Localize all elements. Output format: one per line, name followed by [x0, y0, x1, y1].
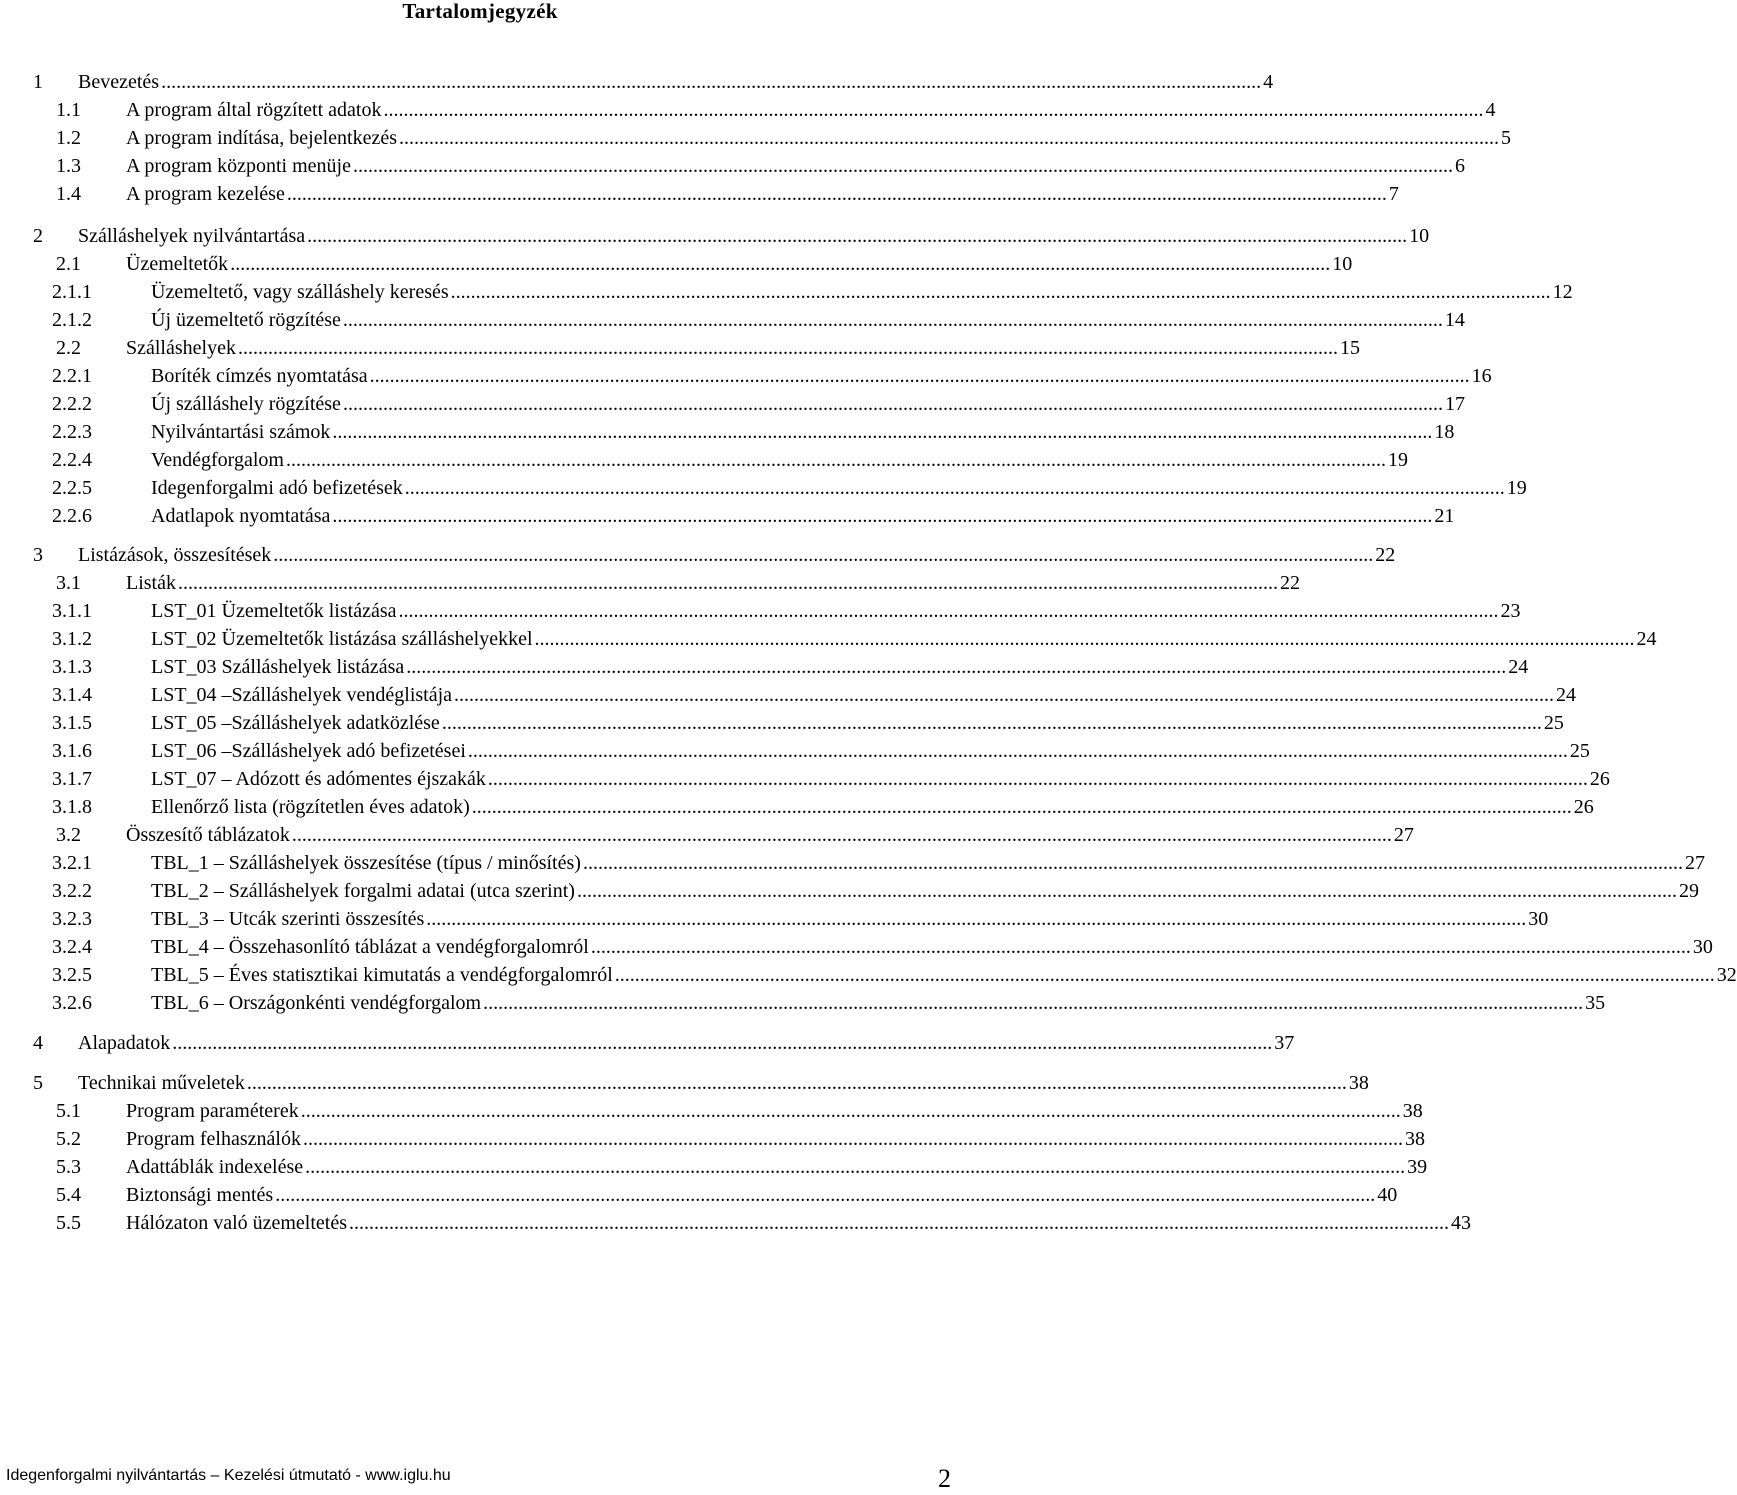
toc-entry-title: TBL_1 – Szálláshelyek összesítése (típus / minősítés): [151, 852, 581, 874]
toc-entry-title: Üzemeltetők: [126, 253, 229, 275]
toc-entry[interactable]: [56, 1181, 1398, 1209]
toc-dot-leader: ............................................................................................................................................................................................................................: [576, 880, 1677, 902]
toc-dot-leader: ............................................................................................................................................................................................................................: [349, 1212, 1450, 1234]
toc-dot-leader: ............................................................................................................................................................................................................................: [590, 936, 1691, 958]
toc-entry-title: Boríték címzés nyomtatása: [151, 365, 368, 387]
toc-dot-leader: ............................................................................................................................................................................................................................: [161, 71, 1262, 93]
toc-entry-number: 2.2.1: [52, 365, 92, 387]
toc-entry-number: 2.2: [56, 337, 81, 359]
toc-entry-page: 19: [1387, 449, 1408, 471]
toc-entry-page: 23: [1500, 600, 1521, 622]
toc-entry-page: 24: [1636, 628, 1657, 650]
toc-entry-title: Bevezetés: [78, 71, 160, 93]
toc-entry-number: 5.3: [56, 1156, 81, 1178]
toc-entry-title: LST_01 Üzemeltetők listázása: [151, 600, 397, 622]
toc-entry-number: 5.1: [56, 1100, 81, 1122]
toc-entry-page: 38: [1404, 1128, 1425, 1150]
toc-dot-leader: ............................................................................................................................................................................................................................: [332, 421, 1433, 443]
toc-entry[interactable]: [56, 821, 1414, 849]
toc-dot-leader: ............................................................................................................................................................................................................................: [332, 505, 1433, 527]
toc-entry-number: 1.1: [56, 99, 81, 121]
toc-entry[interactable]: [56, 1153, 1428, 1181]
toc-dot-leader: ............................................................................................................................................................................................................................: [404, 477, 1505, 499]
toc-entry[interactable]: [33, 222, 1430, 250]
toc-entry-title: Adattáblák indexelése: [126, 1156, 304, 1178]
toc-dot-leader: ............................................................................................................................................................................................................................: [450, 281, 1551, 303]
toc-dot-leader: ............................................................................................................................................................................................................................: [285, 449, 1386, 471]
toc-dot-leader: ............................................................................................................................................................................................................................: [426, 908, 1527, 930]
toc-entry-number: 3.2.5: [52, 964, 92, 986]
toc-entry-page: 24: [1508, 656, 1529, 678]
toc-entry[interactable]: [52, 849, 1705, 877]
toc-entry-number: 2.2.2: [52, 393, 92, 415]
toc-dot-leader: ............................................................................................................................................................................................................................: [307, 225, 1408, 247]
toc-entry[interactable]: [52, 989, 1606, 1017]
toc-entry-page: 5: [1501, 127, 1512, 149]
toc-entry-number: 5: [33, 1072, 43, 1094]
toc-entry-title: Listák: [126, 572, 176, 594]
toc-entry-title: Vendégforgalom: [151, 449, 284, 471]
toc-entry-title: Idegenforgalmi adó befizetések: [151, 477, 403, 499]
toc-entry-title: Szálláshelyek nyilvántartása: [78, 225, 306, 247]
toc-entry-number: 5.4: [56, 1184, 81, 1206]
toc-entry[interactable]: [52, 933, 1713, 961]
toc-entry[interactable]: [56, 250, 1353, 278]
toc-entry[interactable]: [56, 124, 1512, 152]
toc-entry-page: 25: [1569, 740, 1590, 762]
toc-entry[interactable]: [52, 446, 1408, 474]
toc-entry-page: 19: [1506, 477, 1527, 499]
toc-entry-number: 1.4: [56, 183, 81, 205]
toc-entry[interactable]: [33, 68, 1274, 96]
toc-entry-number: 3.2.2: [52, 880, 92, 902]
toc-entry-number: 3.1.3: [52, 656, 92, 678]
toc-entry[interactable]: [52, 961, 1737, 989]
toc-entry-title: A program központi menüje: [126, 155, 351, 177]
footer-text: Idegenforgalmi nyilvántartás – Kezelési útmutató - www.iglu.hu: [6, 1467, 451, 1484]
toc-dot-leader: ............................................................................................................................................................................................................................: [399, 127, 1500, 149]
toc-entry-page: 35: [1585, 992, 1606, 1014]
toc-entry[interactable]: [52, 793, 1594, 821]
toc-entry-title: Új szálláshely rögzítése: [151, 393, 341, 415]
toc-dot-leader: ............................................................................................................................................................................................................................: [614, 964, 1715, 986]
toc-entry-number: 2.1.2: [52, 309, 92, 331]
toc-entry-number: 3.1.6: [52, 740, 92, 762]
toc-entry-number: 3.1.8: [52, 796, 92, 818]
toc-entry-number: 5.5: [56, 1212, 81, 1234]
toc-entry-page: 27: [1684, 852, 1705, 874]
toc-entry-number: 3.2.3: [52, 908, 92, 930]
toc-entry[interactable]: [52, 681, 1577, 709]
toc-dot-leader: ............................................................................................................................................................................................................................: [300, 1100, 1401, 1122]
toc-entry-number: 3.1.5: [52, 712, 92, 734]
toc-entry-number: 3.1.1: [52, 600, 92, 622]
toc-dot-leader: ............................................................................................................................................................................................................................: [352, 155, 1453, 177]
toc-entry-number: 1: [33, 71, 43, 93]
toc-dot-leader: ............................................................................................................................................................................................................................: [172, 1032, 1273, 1054]
toc-entry-number: 5.2: [56, 1128, 81, 1150]
toc-dot-leader: ............................................................................................................................................................................................................................: [487, 768, 1588, 790]
toc-entry-number: 3: [33, 544, 43, 566]
toc-dot-leader: ............................................................................................................................................................................................................................: [237, 337, 1338, 359]
toc-entry[interactable]: [52, 737, 1590, 765]
toc-entry-title: Szálláshelyek: [126, 337, 236, 359]
toc-dot-leader: ............................................................................................................................................................................................................................: [342, 309, 1443, 331]
toc-dot-leader: ............................................................................................................................................................................................................................: [398, 600, 1499, 622]
toc-entry-number: 2.1.1: [52, 281, 92, 303]
toc-entry-title: TBL_3 – Utcák szerinti összesítés: [151, 908, 425, 930]
toc-entry-title: Új üzemeltető rögzítése: [151, 309, 341, 331]
toc-dot-leader: ............................................................................................................................................................................................................................: [467, 740, 1568, 762]
toc-entry[interactable]: [56, 1125, 1425, 1153]
toc-entry[interactable]: [52, 306, 1465, 334]
toc-entry-number: 3.1.4: [52, 684, 92, 706]
toc-dot-leader: ............................................................................................................................................................................................................................: [305, 1156, 1406, 1178]
toc-dot-leader: ............................................................................................................................................................................................................................: [342, 393, 1443, 415]
toc-entry[interactable]: [52, 278, 1573, 306]
toc-entry-title: TBL_6 – Országonkénti vendégforgalom: [151, 992, 482, 1014]
toc-entry-page: 7: [1388, 183, 1399, 205]
toc-entry-title: Adatlapok nyomtatása: [151, 505, 331, 527]
toc-entry-page: 29: [1678, 880, 1699, 902]
toc-entry-number: 2.2.5: [52, 477, 92, 499]
toc-entry-page: 17: [1444, 393, 1465, 415]
toc-entry-number: 3.2.1: [52, 852, 92, 874]
toc-entry[interactable]: [52, 502, 1455, 530]
toc-entry-page: 4: [1263, 71, 1274, 93]
toc-entry-page: 22: [1375, 544, 1396, 566]
toc-entry[interactable]: [52, 653, 1529, 681]
toc-dot-leader: ............................................................................................................................................................................................................................: [273, 544, 1374, 566]
toc-entry[interactable]: [56, 569, 1300, 597]
toc-entry[interactable]: [52, 597, 1521, 625]
toc-entry[interactable]: [33, 1029, 1295, 1057]
toc-entry[interactable]: [56, 1209, 1472, 1237]
toc-dot-leader: ............................................................................................................................................................................................................................: [383, 99, 1484, 121]
toc-entry-number: 2.2.4: [52, 449, 92, 471]
toc-entry[interactable]: [52, 877, 1699, 905]
toc-entry-page: 37: [1274, 1032, 1295, 1054]
toc-entry-page: 27: [1393, 824, 1414, 846]
toc-dot-leader: ............................................................................................................................................................................................................................: [246, 1072, 1347, 1094]
toc-entry[interactable]: [56, 180, 1399, 208]
toc-entry-title: Biztonsági mentés: [126, 1184, 274, 1206]
toc-entry-title: Program paraméterek: [126, 1100, 299, 1122]
toc-entry-page: 16: [1471, 365, 1492, 387]
toc-entry-page: 10: [1332, 253, 1353, 275]
toc-entry[interactable]: [56, 334, 1360, 362]
toc-entry[interactable]: [52, 362, 1492, 390]
toc-entry-page: 14: [1444, 309, 1465, 331]
toc-entry-number: 3.1.2: [52, 628, 92, 650]
toc-entry[interactable]: [52, 390, 1465, 418]
toc-dot-leader: ............................................................................................................................................................................................................................: [471, 796, 1572, 818]
toc-dot-leader: ............................................................................................................................................................................................................................: [369, 365, 1470, 387]
toc-entry-title: LST_02 Üzemeltetők listázása szálláshelyekkel: [151, 628, 533, 650]
toc-entry[interactable]: [52, 625, 1657, 653]
toc-dot-leader: ............................................................................................................................................................................................................................: [582, 852, 1683, 874]
toc-entry-page: 24: [1556, 684, 1577, 706]
toc-entry-page: 30: [1692, 936, 1713, 958]
toc-entry-title: Alapadatok: [78, 1032, 171, 1054]
toc-dot-leader: ............................................................................................................................................................................................................................: [275, 1184, 1376, 1206]
toc-dot-leader: ............................................................................................................................................................................................................................: [230, 253, 1331, 275]
toc-entry-title: LST_04 –Szálláshelyek vendéglistája: [151, 684, 453, 706]
toc-entry-page: 26: [1573, 796, 1594, 818]
toc-dot-leader: ............................................................................................................................................................................................................................: [178, 572, 1278, 594]
toc-entry[interactable]: [52, 765, 1610, 793]
toc-entry-title: Ellenőrző lista (rögzítetlen éves adatok): [151, 796, 470, 818]
toc-entry-page: 12: [1552, 281, 1573, 303]
toc-entry-number: 3.2.4: [52, 936, 92, 958]
toc-entry-title: Üzemeltető, vagy szálláshely keresés: [151, 281, 449, 303]
toc-entry-number: 3.1: [56, 572, 81, 594]
toc-entry-title: LST_03 Szálláshelyek listázása: [151, 656, 405, 678]
toc-dot-leader: ............................................................................................................................................................................................................................: [291, 824, 1392, 846]
footer-page-number: 2: [938, 1464, 951, 1493]
toc-dot-leader: ............................................................................................................................................................................................................................: [302, 1128, 1403, 1150]
toc-entry[interactable]: [33, 1069, 1369, 1097]
toc-entry-page: 38: [1402, 1100, 1423, 1122]
toc-entry[interactable]: [56, 152, 1465, 180]
toc-entry[interactable]: [56, 1097, 1423, 1125]
toc-entry-page: 39: [1407, 1156, 1428, 1178]
toc-entry-page: 21: [1434, 505, 1455, 527]
toc-dot-leader: ............................................................................................................................................................................................................................: [534, 628, 1635, 650]
toc-entry-title: Program felhasználók: [126, 1128, 301, 1150]
toc-entry-title: Listázások, összesítések: [78, 544, 272, 566]
toc-dot-leader: ............................................................................................................................................................................................................................: [286, 183, 1387, 205]
toc-entry-number: 2: [33, 225, 43, 247]
toc-entry-number: 3.2: [56, 824, 81, 846]
toc-entry-title: TBL_5 – Éves statisztikai kimutatás a vendégforgalomról: [151, 964, 613, 986]
toc-entry-title: TBL_2 – Szálláshelyek forgalmi adatai (utca szerint): [151, 880, 575, 902]
toc-entry-page: 43: [1451, 1212, 1472, 1234]
toc-entry-number: 2.2.3: [52, 421, 92, 443]
toc-entry-page: 18: [1434, 421, 1455, 443]
toc-entry-title: TBL_4 – Összehasonlító táblázat a vendégforgalomról: [151, 936, 589, 958]
toc-entry-title: Hálózaton való üzemeltetés: [126, 1212, 348, 1234]
toc-entry-title: A program kezelése: [126, 183, 285, 205]
toc-entry-number: 1.3: [56, 155, 81, 177]
toc-entry-number: 2.2.6: [52, 505, 92, 527]
toc-entry-title: A program indítása, bejelentkezés: [126, 127, 398, 149]
toc-entry-title: Összesítő táblázatok: [126, 824, 290, 846]
toc-entry[interactable]: [52, 709, 1564, 737]
toc-entry-page: 25: [1543, 712, 1564, 734]
toc-entry-page: 22: [1280, 572, 1300, 594]
toc-entry-page: 26: [1589, 768, 1610, 790]
toc-entry-page: 30: [1528, 908, 1549, 930]
toc-entry-title: A program által rögzített adatok: [126, 99, 382, 121]
toc-entry-title: LST_06 –Szálláshelyek adó befizetései: [151, 740, 466, 762]
toc-entry-page: 10: [1409, 225, 1430, 247]
toc-entry-number: 3.2.6: [52, 992, 92, 1014]
toc-entry-page: 4: [1485, 99, 1496, 121]
toc-entry[interactable]: [52, 418, 1455, 446]
toc-dot-leader: ............................................................................................................................................................................................................................: [483, 992, 1584, 1014]
page-title: Tartalomjegyzék: [402, 0, 558, 23]
toc-entry-title: Nyilvántartási számok: [151, 421, 331, 443]
toc-dot-leader: ............................................................................................................................................................................................................................: [454, 684, 1555, 706]
toc-entry-page: 6: [1454, 155, 1465, 177]
toc-entry-number: 1.2: [56, 127, 81, 149]
toc-dot-leader: ............................................................................................................................................................................................................................: [406, 656, 1507, 678]
toc-entry-number: 3.1.7: [52, 768, 92, 790]
toc-entry-page: 32: [1716, 964, 1737, 986]
toc-entry[interactable]: [56, 96, 1496, 124]
toc-entry[interactable]: [52, 905, 1549, 933]
toc-entry-page: 38: [1348, 1072, 1369, 1094]
toc-entry-number: 2.1: [56, 253, 81, 275]
toc-entry-number: 4: [33, 1032, 43, 1054]
toc-entry[interactable]: [33, 541, 1396, 569]
toc-entry[interactable]: [52, 474, 1527, 502]
toc-entry-page: 15: [1339, 337, 1360, 359]
toc-entry-page: 40: [1377, 1184, 1398, 1206]
toc-entry-title: LST_07 – Adózott és adómentes éjszakák: [151, 768, 486, 790]
toc-dot-leader: ............................................................................................................................................................................................................................: [441, 712, 1542, 734]
toc-entry-title: LST_05 –Szálláshelyek adatközlése: [151, 712, 440, 734]
toc-entry-title: Technikai műveletek: [78, 1072, 245, 1094]
